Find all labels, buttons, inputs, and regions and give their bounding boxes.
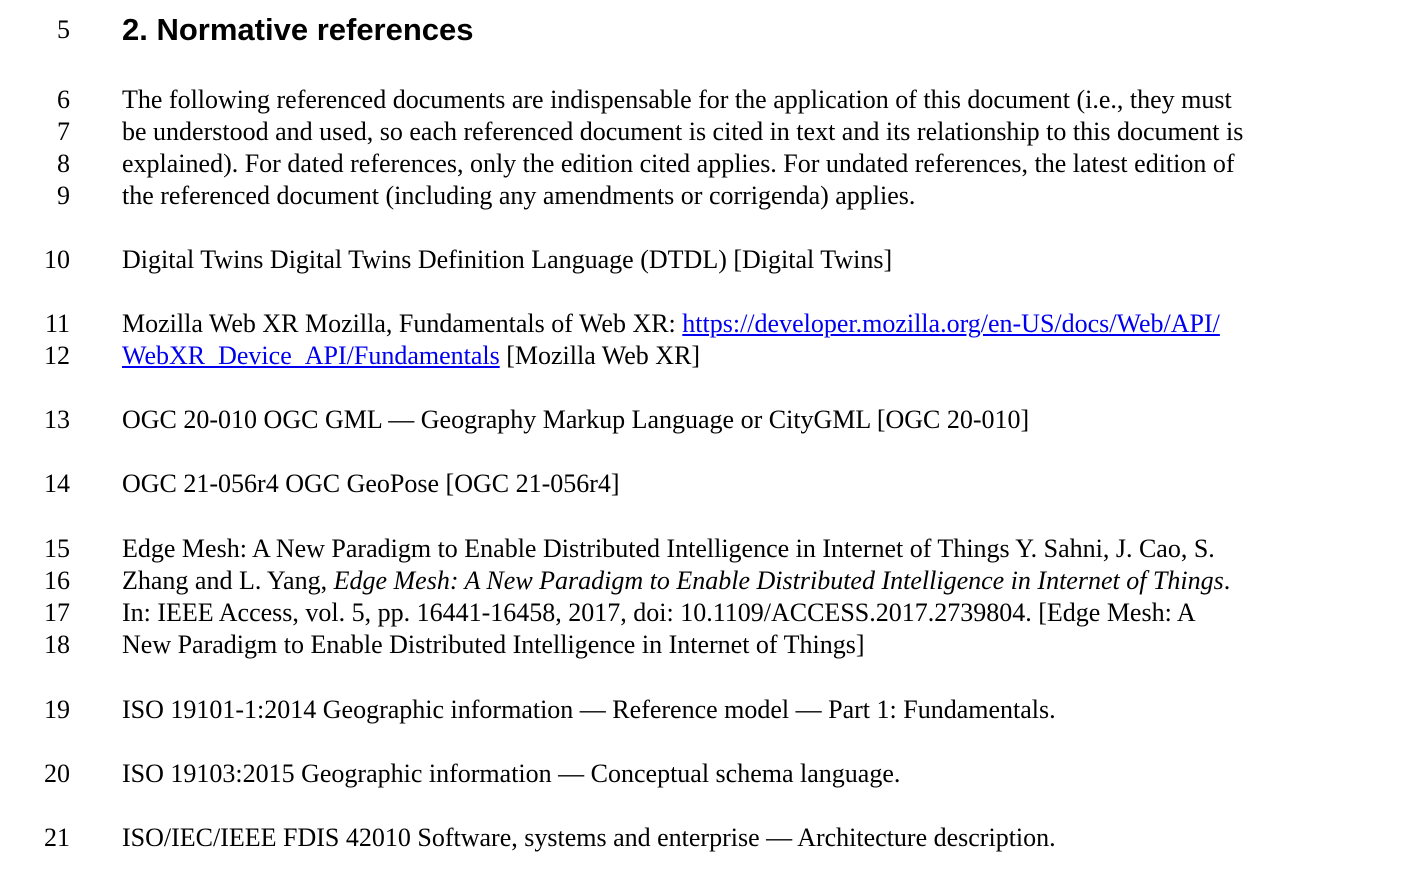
reference-prefix: Mozilla Web XR Mozilla, Fundamentals of Web XR: (122, 309, 683, 338)
webxr-link-part2[interactable]: WebXR_Device_API/Fundamentals (122, 341, 500, 370)
reference-text (122, 565, 1230, 597)
line-number: 20 (44, 759, 70, 788)
reference-iso19103 (0, 758, 1416, 790)
reference-text (122, 308, 1220, 340)
line-number: 11 (44, 309, 70, 338)
line-number: 16 (44, 566, 70, 595)
intro-line (0, 180, 1416, 212)
reference-geopose (0, 468, 1416, 500)
intro-line (0, 148, 1416, 180)
line-number: 17 (44, 598, 70, 627)
reference-text (122, 340, 700, 372)
reference-text: ISO 19101-1:2014 Geographic information — Reference model — Part 1: Fundamentals. (122, 695, 1056, 724)
reference-edge-mesh (0, 533, 1416, 565)
reference-text: OGC 20-010 OGC GML — Geography Markup Language or CityGML [OGC 20-010] (122, 405, 1030, 434)
reference-iso19101 (0, 694, 1416, 726)
reference-text: Digital Twins Digital Twins Definition Language (DTDL) [Digital Twins] (122, 245, 893, 274)
line-number: 14 (44, 469, 70, 498)
authors-text: Zhang and L. Yang, (122, 566, 334, 595)
section-heading: 2. Normative references (122, 12, 474, 47)
line-number: 18 (44, 630, 70, 659)
line-number: 5 (57, 15, 70, 44)
title-italic: Edge Mesh: A New Paradigm to Enable Distributed Intelligence in Internet of Things (333, 566, 1224, 595)
line-number: 13 (44, 405, 70, 434)
paragraph-text: the referenced document (including any amendments or corrigenda) applies. (122, 181, 916, 210)
reference-webxr (0, 308, 1416, 340)
line-number: 7 (57, 117, 70, 146)
reference-text: OGC 21-056r4 OGC GeoPose [OGC 21-056r4] (122, 469, 620, 498)
paragraph-text: The following referenced documents are indispensable for the application of this document (i.e., they must (122, 85, 1232, 114)
reference-text: Edge Mesh: A New Paradigm to Enable Distributed Intelligence in Internet of Things Y. Sahni, J. Cao, S. (122, 534, 1215, 563)
webxr-link-part1[interactable]: https://developer.mozilla.org/en-US/docs/Web/API/ (682, 309, 1220, 338)
line-number: 21 (44, 823, 70, 852)
line-number: 6 (57, 85, 70, 114)
reference-edge-mesh-cont (0, 629, 1416, 661)
reference-text: ISO/IEC/IEEE FDIS 42010 Software, systems and enterprise — Architecture description. (122, 823, 1056, 852)
line-number: 12 (44, 341, 70, 370)
period-text: . (1223, 566, 1231, 595)
intro-line (0, 116, 1416, 148)
reference-suffix: [Mozilla Web XR] (499, 341, 701, 370)
reference-iso42010 (0, 822, 1416, 854)
line-number: 9 (57, 181, 70, 210)
line-number: 10 (44, 245, 70, 274)
reference-gml (0, 404, 1416, 436)
reference-text: In: IEEE Access, vol. 5, pp. 16441-16458, 2017, doi: 10.1109/ACCESS.2017.2739804. [Edge Mesh: A (122, 598, 1196, 627)
reference-dtdl (0, 244, 1416, 276)
heading-row (0, 14, 1416, 46)
reference-edge-mesh-cont (0, 565, 1416, 597)
reference-edge-mesh-cont (0, 597, 1416, 629)
line-number: 15 (44, 534, 70, 563)
reference-webxr-cont (0, 340, 1416, 372)
paragraph-text: be understood and used, so each referenced document is cited in text and its relationship to this document is (122, 117, 1244, 146)
reference-text: New Paradigm to Enable Distributed Intelligence in Internet of Things] (122, 630, 865, 659)
line-number: 19 (44, 695, 70, 724)
paragraph-text: explained). For dated references, only the edition cited applies. For undated references, the latest edition of (122, 149, 1235, 178)
reference-text: ISO 19103:2015 Geographic information — Conceptual schema language. (122, 759, 901, 788)
intro-line (0, 84, 1416, 116)
line-number: 8 (57, 149, 70, 178)
